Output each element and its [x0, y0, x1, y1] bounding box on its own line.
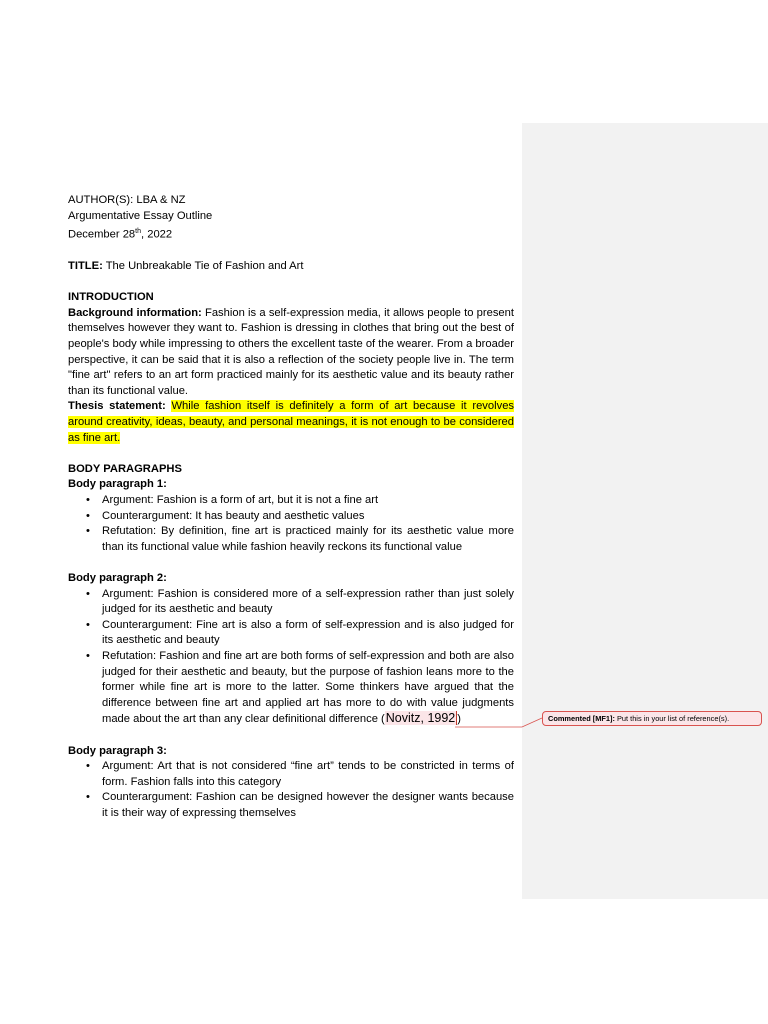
comment-margin-pane [522, 123, 768, 899]
body-paragraph-2-list [68, 587, 514, 728]
introduction-heading: INTRODUCTION [68, 291, 154, 304]
list-item: • Refutation: By definition, fine art is practiced mainly for its aesthetic value more than its functional value while fashion heavily reckons its functional value [68, 524, 514, 555]
comment-text: Put this in your list of reference(s). [614, 714, 730, 723]
thesis-paragraph [68, 399, 514, 446]
citation-close: ) [457, 713, 461, 726]
body-paragraph-2-heading: Body paragraph 2: [68, 571, 167, 584]
date-text: December 28 [68, 228, 136, 241]
refutation-text: Refutation: Fashion and fine art are both forms of self-expression and both are also judged for their aesthetic and beauty, but the purpose of fashion leans more to the former while fine art is more to the latter. Some thinkers have argued that the difference between fine art and applied art has more to do with value judgments made about the art than any clear definitional difference ( [102, 649, 514, 726]
list-item: • Argument: Fashion is considered more of a self-expression rather than just solely judged for its aesthetic and beauty [68, 587, 514, 618]
thesis-text: While fashion itself is definitely a form of art because it revolves around creativity, ideas, beauty, and personal meanings, it is not enough to be considered as fine art. [68, 400, 515, 444]
document-page [68, 193, 514, 821]
date-year: , 2022 [141, 228, 173, 241]
list-item: • Argument: Fashion is a form of art, but it is not a fine art [68, 493, 514, 509]
commented-citation[interactable]: Novitz, 1992 [385, 711, 456, 726]
title-line [68, 259, 514, 275]
background-text: Fashion is a self-expression media, it allows people to present themselves however they want to. Fashion is dressing in clothes that bring out the best of people's body while impressing to others the excellent taste of the wearer. From a broader perspective, it can be said that it is also a reflection of the society people live in. The term "fine art" refers to an art form practiced mainly for its aesthetic value and its beauty rather than its functional value. [68, 306, 514, 397]
list-item: • Argument: Art that is not considered “fine art” tends to be constricted in terms of form. Fashion falls into this category [68, 759, 514, 790]
date-superscript: th [135, 228, 142, 236]
list-item [68, 649, 514, 728]
body-paragraph-3-list [68, 759, 514, 821]
comment-bubble[interactable] [542, 711, 762, 726]
doc-type-line: Argumentative Essay Outline [68, 209, 213, 222]
title-text: The Unbreakable Tie of Fashion and Art [102, 260, 304, 273]
body-heading: BODY PARAGRAPHS [68, 462, 182, 475]
title-label: TITLE: [68, 260, 103, 273]
list-item: • Counterargument: It has beauty and aesthetic values [68, 509, 514, 525]
body-paragraph-1-heading: Body paragraph 1: [68, 478, 167, 491]
thesis-label: Thesis statement: [68, 400, 166, 413]
background-paragraph [68, 306, 514, 400]
list-item: • Counterargument: Fashion can be designed however the designer wants because it is their way of expressing themselves [68, 790, 514, 821]
body-paragraph-1-list [68, 493, 514, 555]
date-line [68, 224, 514, 243]
comment-label: Commented [MF1]: [548, 714, 615, 723]
body-paragraph-3-heading: Body paragraph 3: [68, 744, 167, 757]
list-item: • Counterargument: Fine art is also a form of self-expression and is also judged for its aesthetic and beauty [68, 618, 514, 649]
background-label: Background information: [68, 306, 202, 319]
author-line: AUTHOR(S): LBA & NZ [68, 194, 186, 206]
